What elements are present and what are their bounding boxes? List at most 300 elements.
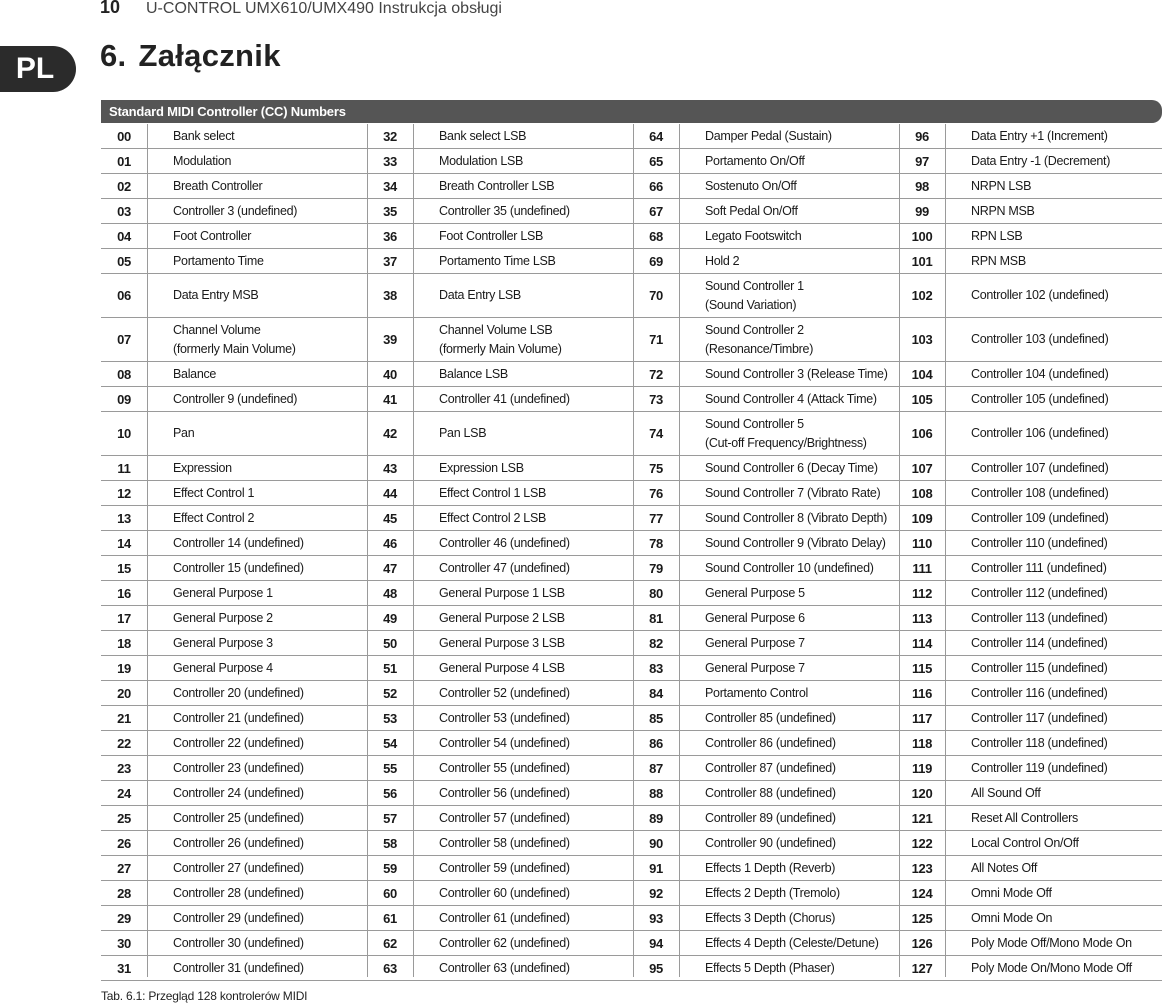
cc-name: Controller 104 (undefined) [971, 366, 1109, 381]
cc-number: 113 [911, 610, 933, 626]
table-row [101, 412, 1162, 456]
cc-name: Controller 47 (undefined) [439, 560, 570, 575]
page-number: 10 [100, 0, 121, 17]
table-row [101, 931, 1162, 956]
table-row [101, 224, 1162, 249]
cc-number: 93 [649, 910, 663, 926]
cc-name [173, 318, 367, 361]
cc-number: 13 [117, 510, 131, 526]
cc-number: 102 [911, 288, 933, 303]
document-title: U-CONTROL UMX610/UMX490 Instrukcja obsługi [146, 0, 502, 17]
cc-name: Controller 86 (undefined) [705, 735, 836, 750]
cc-number: 89 [649, 810, 663, 826]
cc-name: Controller 117 (undefined) [971, 710, 1108, 725]
cc-name: Reset All Controllers [971, 810, 1078, 825]
cc-number: 75 [649, 460, 663, 476]
cc-name: Effects 2 Depth (Tremolo) [705, 885, 840, 900]
cc-name: Controller 106 (undefined) [971, 426, 1109, 440]
cc-number: 01 [117, 153, 131, 169]
table-row [101, 706, 1162, 731]
cc-number: 23 [117, 760, 131, 776]
cc-number: 81 [649, 610, 663, 626]
cc-number: 18 [117, 635, 131, 651]
table-row [101, 856, 1162, 881]
cc-number: 77 [649, 510, 663, 526]
cc-number: 104 [911, 366, 933, 382]
cc-number: 41 [383, 391, 397, 407]
cc-number: 92 [649, 885, 663, 901]
cc-name: Bank select [173, 128, 235, 143]
cc-name: Sostenuto On/Off [705, 178, 797, 193]
cc-name: General Purpose 1 LSB [439, 585, 565, 600]
cc-name-line2: (formerly Main Volume) [173, 341, 296, 356]
cc-number: 04 [117, 228, 131, 244]
cc-name-line2: (Resonance/Timbre) [705, 341, 814, 356]
cc-name-line2: (Cut-off Frequency/Brightness) [705, 435, 867, 450]
cc-number: 86 [649, 735, 663, 751]
cc-number: 36 [383, 228, 397, 244]
table-row [101, 174, 1162, 199]
cc-number: 116 [911, 685, 933, 701]
cc-number: 37 [383, 253, 397, 269]
cc-name: All Notes Off [971, 860, 1038, 875]
table-row [101, 387, 1162, 412]
cc-number: 125 [911, 910, 933, 926]
cc-number: 101 [911, 253, 933, 269]
cc-name: Controller 56 (undefined) [439, 785, 570, 800]
cc-name: Controller 109 (undefined) [971, 510, 1109, 525]
cc-number: 63 [383, 960, 397, 976]
cc-number: 119 [911, 760, 933, 776]
table-row [101, 781, 1162, 806]
cc-name: General Purpose 2 LSB [439, 610, 565, 625]
table-row [101, 362, 1162, 387]
cc-number: 95 [649, 960, 663, 976]
cc-number: 100 [911, 228, 933, 244]
column-divider [147, 124, 148, 977]
cc-number: 74 [649, 426, 663, 441]
column-divider [633, 124, 634, 977]
cc-name: Foot Controller LSB [439, 228, 544, 243]
cc-number: 88 [649, 785, 663, 801]
cc-name: Effects 1 Depth (Reverb) [705, 860, 836, 875]
table-row [101, 274, 1162, 318]
cc-number: 94 [649, 935, 663, 951]
cc-name: Expression LSB [439, 460, 524, 475]
cc-name: Effects 5 Depth (Phaser) [705, 960, 835, 975]
table-row [101, 806, 1162, 831]
cc-name: General Purpose 7 [705, 635, 805, 650]
cc-number: 27 [117, 860, 131, 876]
cc-name: Effects 3 Depth (Chorus) [705, 910, 836, 925]
cc-name: Controller 63 (undefined) [439, 960, 570, 975]
cc-name: Effect Control 2 [173, 510, 255, 525]
table-row [101, 556, 1162, 581]
cc-name: Omni Mode Off [971, 885, 1052, 900]
cc-name: Controller 20 (undefined) [173, 685, 304, 700]
cc-name: General Purpose 2 [173, 610, 273, 625]
cc-name: Controller 14 (undefined) [173, 535, 304, 550]
cc-name: Sound Controller 3 (Release Time) [705, 366, 888, 381]
cc-name: Controller 114 (undefined) [971, 635, 1108, 650]
cc-number: 51 [383, 660, 397, 676]
cc-number: 79 [649, 560, 663, 576]
cc-number: 115 [911, 660, 933, 676]
cc-number: 126 [911, 935, 933, 951]
cc-name: Controller 55 (undefined) [439, 760, 570, 775]
cc-name: Controller 113 (undefined) [971, 610, 1108, 625]
cc-name: Sound Controller 10 (undefined) [705, 560, 874, 575]
table-row [101, 656, 1162, 681]
table-row [101, 681, 1162, 706]
cc-name: Controller 102 (undefined) [971, 288, 1109, 302]
table-row [101, 506, 1162, 531]
cc-name: Pan LSB [439, 426, 487, 440]
cc-name: Controller 90 (undefined) [705, 835, 836, 850]
cc-number: 29 [117, 910, 131, 926]
cc-name: Controller 57 (undefined) [439, 810, 570, 825]
cc-number: 43 [383, 460, 397, 476]
cc-number: 22 [117, 735, 131, 751]
section-number: 6. [100, 38, 127, 73]
cc-name: Expression [173, 460, 232, 475]
cc-number: 83 [649, 660, 663, 676]
cc-number: 78 [649, 535, 663, 551]
cc-number: 97 [915, 153, 929, 169]
cc-name: Omni Mode On [971, 910, 1053, 925]
cc-name: General Purpose 7 [705, 660, 805, 675]
cc-number: 11 [117, 460, 131, 476]
cc-number: 19 [117, 660, 131, 676]
cc-number: 67 [649, 203, 663, 219]
cc-number: 72 [649, 366, 663, 382]
cc-number: 73 [649, 391, 663, 407]
cc-name: Data Entry -1 (Decrement) [971, 153, 1111, 168]
cc-number: 68 [649, 228, 663, 244]
cc-number: 35 [383, 203, 397, 219]
cc-name: Controller 54 (undefined) [439, 735, 570, 750]
cc-name: Sound Controller 4 (Attack Time) [705, 391, 877, 406]
cc-number: 117 [911, 710, 933, 726]
cc-name: Sound Controller 8 (Vibrato Depth) [705, 510, 888, 525]
cc-name: Modulation LSB [439, 153, 524, 168]
cc-name: Effect Control 2 LSB [439, 510, 547, 525]
cc-name [705, 274, 899, 317]
cc-number: 07 [117, 332, 131, 347]
cc-number: 58 [383, 835, 397, 851]
cc-number: 64 [649, 128, 663, 144]
cc-name: Controller 107 (undefined) [971, 460, 1109, 475]
column-divider [945, 124, 946, 977]
cc-name: Portamento Time [173, 253, 264, 268]
cc-number: 46 [383, 535, 397, 551]
table-row [101, 481, 1162, 506]
cc-number: 42 [383, 426, 397, 441]
cc-name: Balance LSB [439, 366, 508, 381]
cc-name: RPN MSB [971, 253, 1026, 268]
cc-number: 09 [117, 391, 131, 407]
cc-name-line1: Channel Volume [173, 322, 261, 337]
cc-number: 03 [117, 203, 131, 219]
cc-name: Controller 119 (undefined) [971, 760, 1108, 775]
cc-name: Controller 111 (undefined) [971, 560, 1107, 575]
cc-name: Controller 31 (undefined) [173, 960, 304, 975]
cc-number: 49 [383, 610, 397, 626]
cc-name: Portamento On/Off [705, 153, 805, 168]
cc-number: 118 [911, 735, 933, 751]
cc-name: All Sound Off [971, 785, 1041, 800]
table-row [101, 606, 1162, 631]
cc-number: 54 [383, 735, 397, 751]
cc-name: Controller 58 (undefined) [439, 835, 570, 850]
cc-number: 56 [383, 785, 397, 801]
cc-number: 31 [117, 960, 131, 976]
column-divider [899, 124, 900, 977]
cc-name: General Purpose 1 [173, 585, 273, 600]
cc-name: Controller 29 (undefined) [173, 910, 304, 925]
cc-name: Controller 30 (undefined) [173, 935, 304, 950]
page-header [100, 0, 502, 19]
cc-name: Controller 62 (undefined) [439, 935, 570, 950]
cc-name-line1: Sound Controller 5 [705, 416, 804, 431]
table-row [101, 906, 1162, 931]
cc-number: 55 [383, 760, 397, 776]
cc-name: Effect Control 1 [173, 485, 255, 500]
table-row [101, 531, 1162, 556]
cc-name: Bank select LSB [439, 128, 527, 143]
cc-number: 111 [912, 560, 932, 576]
cc-number: 02 [117, 178, 131, 194]
table-row [101, 956, 1162, 981]
table-row [101, 199, 1162, 224]
cc-name: Controller 53 (undefined) [439, 710, 570, 725]
table-row [101, 881, 1162, 906]
cc-name: Controller 9 (undefined) [173, 391, 298, 406]
cc-name-line2: (Sound Variation) [705, 297, 797, 312]
cc-name: Controller 27 (undefined) [173, 860, 304, 875]
table-row [101, 249, 1162, 274]
cc-number: 06 [117, 288, 131, 303]
cc-number: 21 [117, 710, 131, 726]
cc-name: Damper Pedal (Sustain) [705, 128, 832, 143]
cc-number: 91 [649, 860, 663, 876]
cc-number: 70 [649, 288, 663, 303]
cc-name: Sound Controller 9 (Vibrato Delay) [705, 535, 886, 550]
cc-name: Hold 2 [705, 253, 740, 268]
language-tab: PL [0, 46, 76, 92]
table-row [101, 456, 1162, 481]
cc-number: 106 [911, 426, 933, 441]
cc-name: Controller 35 (undefined) [439, 203, 570, 218]
cc-name: Poly Mode On/Mono Mode Off [971, 960, 1132, 975]
cc-number: 98 [915, 178, 929, 194]
cc-name: Controller 25 (undefined) [173, 810, 304, 825]
cc-number: 12 [117, 485, 131, 501]
cc-name: Controller 46 (undefined) [439, 535, 570, 550]
cc-number: 05 [117, 253, 131, 269]
cc-number: 71 [649, 332, 663, 347]
section-heading: Załącznik [138, 38, 281, 73]
cc-name [439, 318, 633, 361]
cc-name: Controller 112 (undefined) [971, 585, 1108, 600]
cc-name: Data Entry +1 (Increment) [971, 128, 1108, 143]
cc-number: 124 [911, 885, 933, 901]
cc-name: Controller 88 (undefined) [705, 785, 836, 800]
cc-name: Controller 59 (undefined) [439, 860, 570, 875]
cc-number: 16 [117, 585, 131, 601]
cc-name: Controller 22 (undefined) [173, 735, 304, 750]
table-row [101, 318, 1162, 362]
cc-name-line2: (formerly Main Volume) [439, 341, 562, 356]
cc-number: 84 [649, 685, 663, 701]
cc-number: 47 [383, 560, 397, 576]
cc-number: 40 [383, 366, 397, 382]
cc-number: 87 [649, 760, 663, 776]
cc-name: General Purpose 5 [705, 585, 805, 600]
cc-number: 65 [649, 153, 663, 169]
cc-name: NRPN MSB [971, 203, 1035, 218]
cc-number: 32 [383, 128, 397, 144]
cc-number: 39 [383, 332, 397, 347]
cc-number: 99 [915, 203, 929, 219]
cc-number: 105 [911, 391, 933, 407]
cc-name: General Purpose 4 [173, 660, 273, 675]
cc-name: RPN LSB [971, 228, 1023, 243]
cc-number: 10 [117, 426, 131, 441]
midi-cc-table [101, 124, 1162, 977]
cc-name: Controller 52 (undefined) [439, 685, 570, 700]
cc-number: 96 [915, 128, 929, 144]
cc-number: 14 [117, 535, 131, 551]
cc-number: 20 [117, 685, 131, 701]
cc-number: 107 [911, 460, 933, 476]
cc-name: Controller 28 (undefined) [173, 885, 304, 900]
column-divider [367, 124, 368, 977]
cc-name: Controller 26 (undefined) [173, 835, 304, 850]
table-row [101, 631, 1162, 656]
cc-name: Sound Controller 7 (Vibrato Rate) [705, 485, 881, 500]
section-title [100, 38, 281, 74]
table-caption: Tab. 6.1: Przegląd 128 kontrolerów MIDI [101, 989, 308, 1003]
cc-number: 121 [911, 810, 933, 826]
cc-name-line1: Channel Volume LSB [439, 322, 553, 337]
cc-number: 33 [383, 153, 397, 169]
cc-name-line1: Sound Controller 2 [705, 322, 804, 337]
cc-name: Controller 60 (undefined) [439, 885, 570, 900]
cc-number: 123 [911, 860, 933, 876]
cc-name-line1: Sound Controller 1 [705, 278, 804, 293]
cc-name: Controller 21 (undefined) [173, 710, 304, 725]
cc-name: Effect Control 1 LSB [439, 485, 547, 500]
cc-name: Controller 110 (undefined) [971, 535, 1108, 550]
cc-number: 69 [649, 253, 663, 269]
column-divider [679, 124, 680, 977]
cc-name: Controller 85 (undefined) [705, 710, 836, 725]
cc-name: Controller 24 (undefined) [173, 785, 304, 800]
cc-number: 44 [383, 485, 397, 501]
cc-number: 26 [117, 835, 131, 851]
cc-name: Controller 89 (undefined) [705, 810, 836, 825]
cc-number: 00 [117, 128, 131, 144]
cc-name: Soft Pedal On/Off [705, 203, 798, 218]
cc-name [705, 318, 899, 361]
cc-name: Controller 15 (undefined) [173, 560, 304, 575]
cc-name: Modulation [173, 153, 232, 168]
table-row [101, 581, 1162, 606]
cc-number: 52 [383, 685, 397, 701]
cc-number: 50 [383, 635, 397, 651]
cc-name: Controller 103 (undefined) [971, 332, 1109, 346]
cc-name: Poly Mode Off/Mono Mode On [971, 935, 1132, 950]
table-row [101, 124, 1162, 149]
cc-name: General Purpose 3 [173, 635, 273, 650]
cc-name: Controller 41 (undefined) [439, 391, 570, 406]
table-row [101, 756, 1162, 781]
cc-name: Controller 61 (undefined) [439, 910, 570, 925]
cc-number: 90 [649, 835, 663, 851]
cc-name: Controller 105 (undefined) [971, 391, 1109, 406]
cc-number: 08 [117, 366, 131, 382]
cc-name: Breath Controller [173, 178, 263, 193]
cc-name: Sound Controller 6 (Decay Time) [705, 460, 878, 475]
cc-name: Balance [173, 366, 217, 381]
cc-number: 110 [911, 535, 933, 551]
cc-name: Data Entry LSB [439, 288, 521, 302]
table-row [101, 149, 1162, 174]
table-row [101, 831, 1162, 856]
cc-number: 53 [383, 710, 397, 726]
cc-name: General Purpose 6 [705, 610, 805, 625]
cc-number: 60 [383, 885, 397, 901]
cc-name: General Purpose 4 LSB [439, 660, 565, 675]
cc-number: 30 [117, 935, 131, 951]
cc-name: Effects 4 Depth (Celeste/Detune) [705, 935, 879, 950]
cc-number: 38 [383, 288, 397, 303]
cc-number: 24 [117, 785, 131, 801]
cc-number: 28 [117, 885, 131, 901]
cc-name: Controller 87 (undefined) [705, 760, 836, 775]
cc-number: 59 [383, 860, 397, 876]
cc-name: Controller 23 (undefined) [173, 760, 304, 775]
cc-number: 45 [383, 510, 397, 526]
cc-number: 48 [383, 585, 397, 601]
cc-name: Controller 116 (undefined) [971, 685, 1108, 700]
cc-number: 61 [383, 910, 397, 926]
cc-name: Controller 118 (undefined) [971, 735, 1108, 750]
cc-number: 15 [117, 560, 131, 576]
cc-number: 82 [649, 635, 663, 651]
cc-name: Portamento Control [705, 685, 808, 700]
cc-number: 114 [911, 635, 933, 651]
table-title: Standard MIDI Controller (CC) Numbers [101, 100, 1162, 123]
cc-number: 17 [117, 610, 131, 626]
cc-number: 112 [911, 585, 933, 601]
cc-number: 122 [911, 835, 933, 851]
cc-name: Legato Footswitch [705, 228, 802, 243]
cc-name: Data Entry MSB [173, 288, 259, 302]
cc-name: Controller 108 (undefined) [971, 485, 1109, 500]
table-row [101, 731, 1162, 756]
cc-number: 25 [117, 810, 131, 826]
cc-name: Local Control On/Off [971, 835, 1079, 850]
cc-number: 80 [649, 585, 663, 601]
cc-number: 62 [383, 935, 397, 951]
cc-name: Controller 115 (undefined) [971, 660, 1108, 675]
cc-number: 120 [911, 785, 933, 801]
cc-number: 109 [911, 510, 933, 526]
cc-name: Portamento Time LSB [439, 253, 556, 268]
cc-number: 108 [911, 485, 933, 501]
